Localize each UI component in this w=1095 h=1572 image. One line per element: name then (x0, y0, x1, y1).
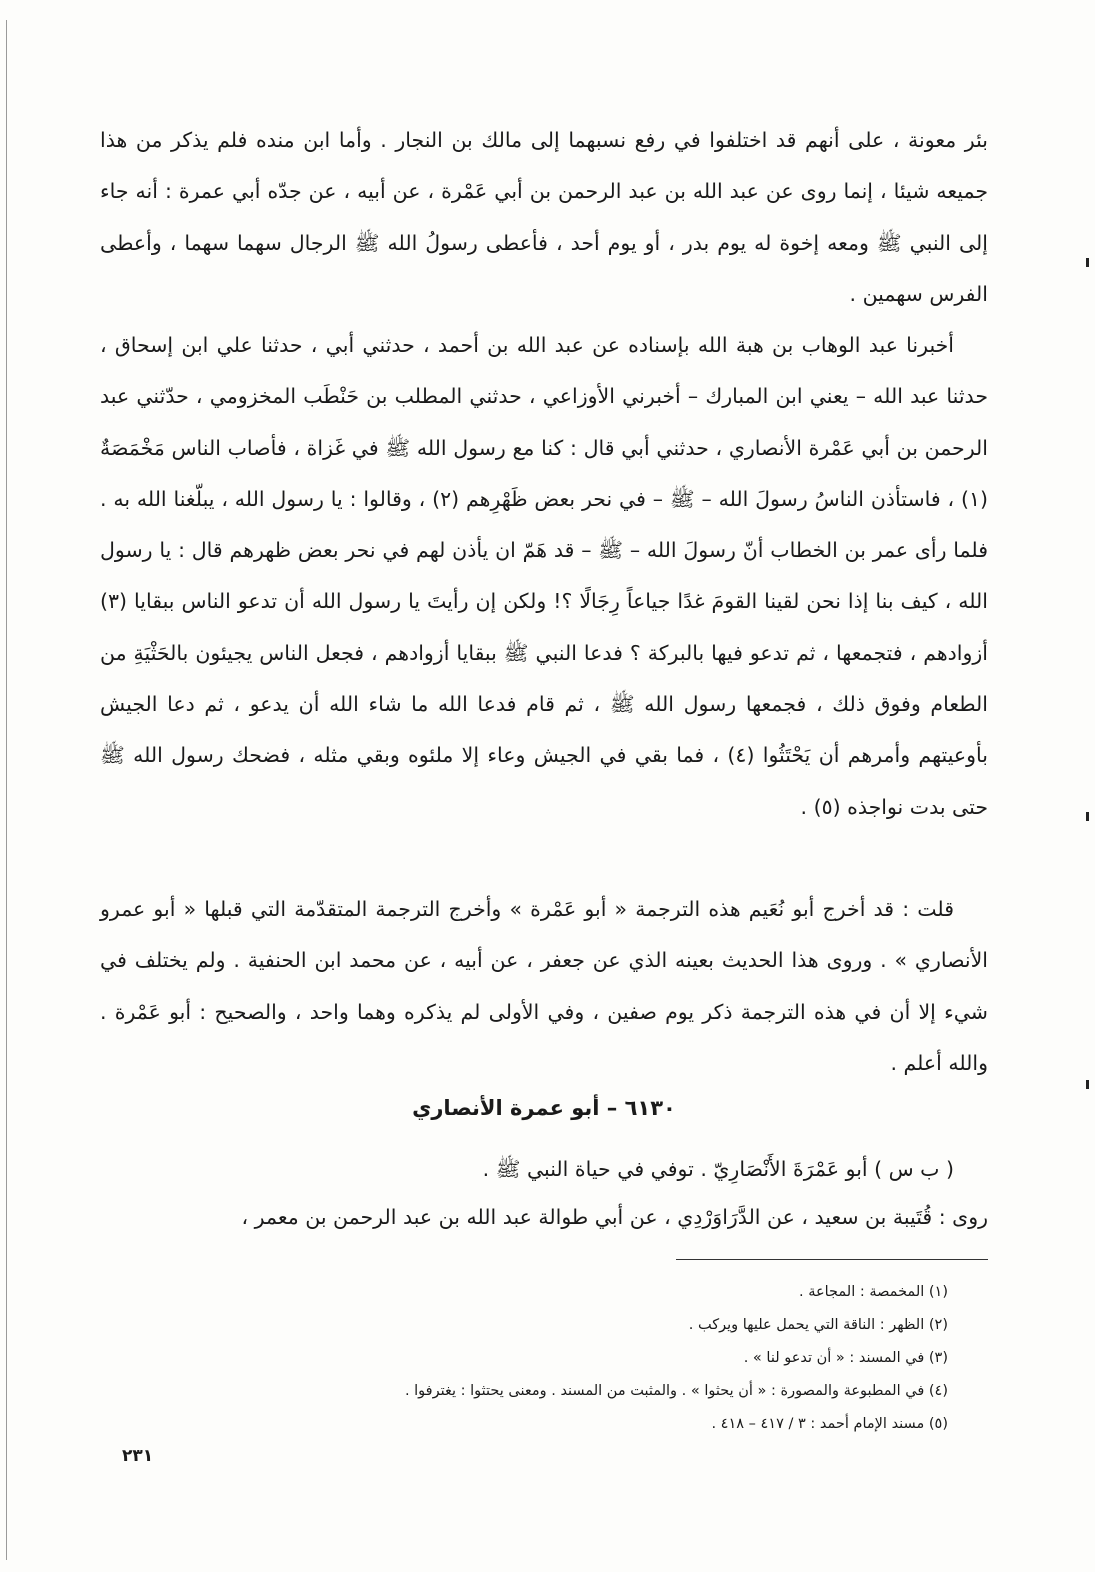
entry-heading: ٦١٣٠ – أبو عمرة الأنصاري (412, 1096, 676, 1120)
footnotes (200, 1276, 948, 1441)
paragraph-4 (100, 1145, 988, 1241)
paragraph-2 (100, 320, 988, 833)
footnote-5: (٥) مسند الإمام أحمد : ٣ / ٤١٧ – ٤١٨ . (711, 1416, 948, 1432)
scan-edge-mark (1086, 1080, 1089, 1089)
scan-edge-mark (1086, 812, 1089, 821)
paragraph-2-text: أخبرنا عبد الوهاب بن هبة الله بإسناده عن عبد الله بن أحمد ، حدثني أبي ، حدثنا علي ابن إسحاق ، حدثنا عبد الله – يعني ابن المبارك – أخبرني الأوزاعي ، حدثني المطلب بن حَنْطَب المخزومي ، حدّثني عبد الرحمن بن أبي عَمْرة الأنصاري ، حدثني أبي قال : كنا مع رسول الله ﷺ في غَزاة ، فأصاب الناس مَخْمَصَةٌ (١) ، فاستأذن الناسُ رسولَ الله – ﷺ – في نحر بعض ظَهْرِهم (٢) ، وقالوا : يا رسول الله ، يبلّغنا الله به . فلما رأى عمر بن الخطاب أنّ رسولَ الله – ﷺ – قد هَمّ ان يأذن لهم في نحر بعض ظهرهم قال : يا رسول الله ، كيف بنا إذا نحن لقينا القومَ غدًا جياعاً رِجَالًا ؟! ولكن إن رأيتَ يا رسول الله أن تدعو الناس ببقايا (٣) أزوادهم ، فتجمعها ، ثم تدعو فيها بالبركة ؟ فدعا النبي ﷺ ببقايا أزوادهم ، فجعل الناس يجيئون بالحَثْيَةِ من الطعام وفوق ذلك ، فجمعها رسول الله ﷺ ، ثم قام فدعا الله ما شاء الله أن يدعو ، ثم دعا الجيش بأوعيتهم وأمرهم أن يَحْتَثُوا (٤) ، فما بقي في الجيش وعاء إلا ملئوه وبقي مثله ، فضحك رسول الله ﷺ حتى بدت نواجذه (٥) . (100, 333, 988, 819)
footnote-4: (٤) في المطبوعة والمصورة : « أن يحثوا » . والمثبت من المسند . ومعنى يحتثوا : يغترفوا . (404, 1383, 948, 1399)
scan-edge-mark (1086, 258, 1089, 267)
paragraph-4-line-2: روى : قُتَيبة بن سعيد ، عن الدَّرَاوَرْدِي ، عن أبي طوالة عبد الله بن عبد الرحمن بن معمر ، (241, 1205, 988, 1229)
footnote-2: (٢) الظهر : الناقة التي يحمل عليها ويركب . (688, 1317, 948, 1333)
paragraph-3-text: قلت : قد أخرج أبو نُعَيم هذه الترجمة « أبو عَمْرة » وأخرج الترجمة المتقدّمة التي قبلها « أبو عمرو الأنصاري » . وروى هذا الحديث بعينه الذي عن جعفر ، عن أبيه ، عن محمد ابن الحنفية . ولم يختلف في شيء إلا أن في هذه الترجمة ذكر يوم صفين ، وفي الأولى لم يذكره وهما واحد ، والصحيح : أبو عَمْرة . والله أعلم . (100, 897, 988, 1075)
paragraph-1-text: بئر معونة ، على أنهم قد اختلفوا في رفع نسبهما إلى مالك بن النجار . وأما ابن منده فلم يذكر من هذا جميعه شيئا ، إنما روى عن عبد الله بن عبد الرحمن بن أبي عَمْرة ، عن أبيه ، عن جدّه أبي عمرة : أنه جاء إلى النبي ﷺ ومعه إخوة له يوم بدر ، أو يوم أحد ، فأعطى رسولُ الله ﷺ الرجال سهما سهما ، وأعطى الفرس سهمين . (100, 128, 988, 306)
page-edge-line (6, 20, 7, 1560)
paragraph-3 (100, 884, 988, 1089)
page-number: ٢٣١ (122, 1446, 154, 1466)
footnote-1: (١) المخمصة : المجاعة . (798, 1284, 948, 1300)
footnote-3: (٣) في المسند : « أن تدعو لنا » . (743, 1350, 948, 1366)
paragraph-4-line-1: ( ب س ) أبو عَمْرَةَ الأَنْصَارِيّ . توفي في حياة النبي ﷺ . (482, 1157, 954, 1181)
footnote-divider (676, 1259, 988, 1260)
paragraph-1 (100, 115, 988, 320)
